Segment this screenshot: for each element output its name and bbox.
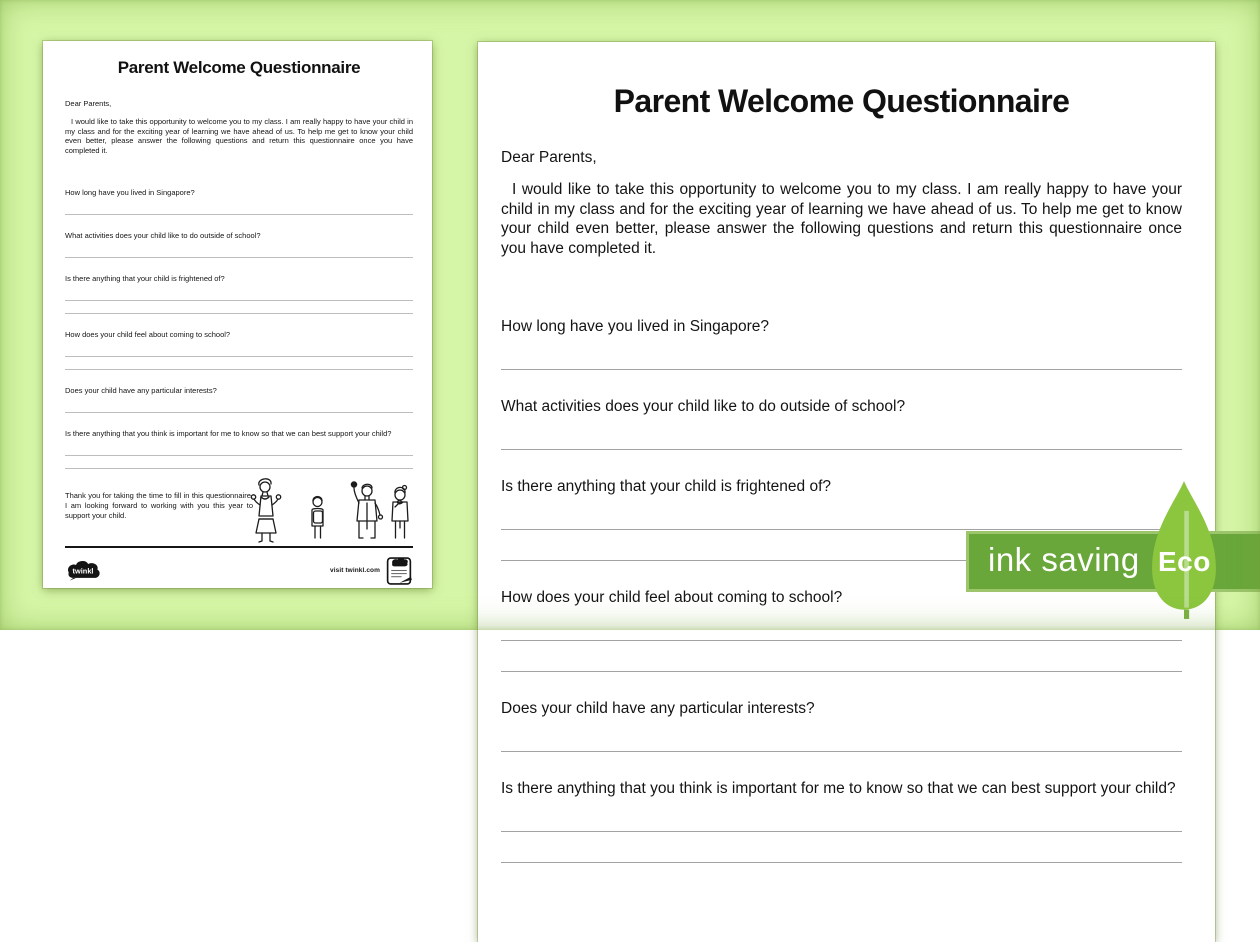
answer-line xyxy=(501,831,1182,832)
question-block xyxy=(501,398,1182,450)
question-text: What activities does your child like to do outside of school? xyxy=(501,398,906,415)
question-text: What activities does your child like to do outside of school? xyxy=(65,231,261,241)
question-text: How does your child feel about coming to school? xyxy=(65,330,231,340)
worksheet-zoomed-page xyxy=(478,42,1215,942)
question-text: Is there anything that your child is frightened of? xyxy=(501,478,832,495)
worksheet-thumbnail-page xyxy=(43,41,432,588)
question-block xyxy=(65,188,413,215)
answer-line xyxy=(65,455,413,456)
page-title: Parent Welcome Questionnaire xyxy=(613,83,1070,119)
question-block xyxy=(501,780,1182,863)
visit-twinkl-text: visit twinkl.com xyxy=(329,566,380,574)
salutation: Dear Parents, xyxy=(65,99,112,108)
question-block xyxy=(501,318,1182,370)
closing-paragraph: Thank you for taking the time to fill in this questionnaire. I am looking forward to working with you this year to support your child. xyxy=(65,491,253,520)
question-block xyxy=(501,589,1182,672)
eco-label: Eco xyxy=(1158,546,1211,577)
answer-line xyxy=(65,412,413,413)
question-text: Does your child have any particular interests? xyxy=(501,700,815,717)
answer-line xyxy=(501,640,1182,641)
answer-line xyxy=(501,529,1182,530)
footer-right-group xyxy=(330,555,413,586)
twinkl-certificate-icon xyxy=(386,555,413,586)
question-block xyxy=(65,330,413,370)
answer-line xyxy=(501,862,1182,863)
intro-paragraph: I would like to take this opportunity to welcome you to my class. I am really happy to have your child in my class and for the exciting year of learning we have ahead of us. To help me get to know your child even better, please answer the following questions and return this questionnaire once you have completed it. xyxy=(65,117,413,155)
salutation: Dear Parents, xyxy=(501,149,597,166)
answer-line xyxy=(65,356,413,357)
page-title: Parent Welcome Questionnaire xyxy=(117,58,361,77)
answer-line xyxy=(65,300,413,301)
question-text: Is there anything that you think is important for me to know so that we can best support your child? xyxy=(65,429,392,439)
intro-paragraph: I would like to take this opportunity to welcome you to my class. I am really happy to have your child in my class and for the exciting year of learning we have ahead of us. To help me get to know your child even better, please answer the following questions and return this questionnaire once you have completed it. xyxy=(501,181,1182,257)
question-block xyxy=(65,231,413,258)
zoomed-content xyxy=(478,42,1215,863)
answer-line xyxy=(65,257,413,258)
family-illustration xyxy=(246,475,422,546)
question-text: Does your child have any particular interests? xyxy=(65,386,217,396)
question-text: Is there anything that your child is frightened of? xyxy=(65,274,225,284)
question-block xyxy=(65,386,413,413)
thumbnail-footer xyxy=(65,546,413,589)
question-text: How long have you lived in Singapore? xyxy=(501,318,769,335)
answer-line xyxy=(65,468,413,469)
question-text: How does your child feel about coming to school? xyxy=(501,589,843,606)
twinkl-logo-icon xyxy=(65,559,102,582)
question-block xyxy=(65,274,413,314)
answer-line xyxy=(501,449,1182,450)
thumbnail-content xyxy=(43,41,432,520)
ink-saving-label: ink saving xyxy=(988,541,1140,578)
answer-line xyxy=(501,369,1182,370)
answer-line xyxy=(501,671,1182,672)
question-block xyxy=(501,700,1182,752)
question-text: How long have you lived in Singapore? xyxy=(65,188,195,198)
questions-section xyxy=(65,188,413,469)
answer-line xyxy=(65,313,413,314)
answer-line xyxy=(501,751,1182,752)
question-block xyxy=(65,429,413,469)
answer-line xyxy=(65,214,413,215)
answer-line xyxy=(65,369,413,370)
question-text: Is there anything that you think is important for me to know so that we can best support your child? xyxy=(501,780,1176,797)
svg-text:twinkl: twinkl xyxy=(72,566,94,576)
